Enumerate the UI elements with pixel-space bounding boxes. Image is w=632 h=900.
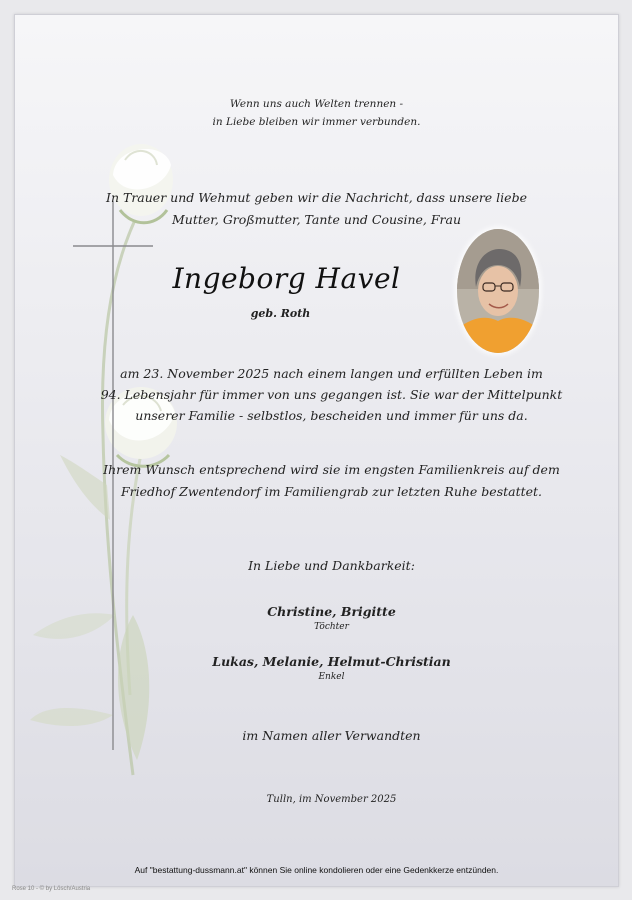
motto-line: in Liebe bleiben wir immer verbunden.	[212, 116, 421, 128]
announcement-line: unserer Familie - selbstlos, bescheiden und immer für uns da.	[135, 408, 528, 423]
mourner-names: Christine, Brigitte	[267, 604, 396, 619]
announcement-line: 94. Lebensjahr für immer von uns gegangen ist. Sie war der Mittelpunkt	[100, 387, 563, 402]
condolence-note: Auf "bestattung-dussmann.at" können Sie online kondolieren oder eine Gedenkkerze entzünden.	[134, 865, 499, 875]
motto	[15, 95, 618, 131]
parte-card	[14, 14, 619, 887]
motto-line: Wenn uns auch Welten trennen -	[229, 98, 404, 110]
deceased-name: Ingeborg Havel	[172, 262, 401, 295]
mourner-relation: Enkel	[318, 672, 345, 682]
intro-line: In Trauer und Wehmut geben wir die Nachricht, dass unsere liebe	[106, 190, 527, 205]
closing-phrase: In Liebe und Dankbarkeit:	[248, 558, 415, 573]
mourner-names: Lukas, Melanie, Helmut-Christian	[212, 654, 451, 669]
place-date: Tulln, im November 2025	[266, 794, 397, 805]
image-credit: Rose 10 - © by Lösch/Austria	[12, 886, 91, 892]
portrait-illustration	[457, 229, 539, 353]
burial-line: Friedhof Zwentendorf im Familiengrab zur letzten Ruhe bestattet.	[120, 484, 543, 499]
maiden-name: geb. Roth	[250, 307, 311, 320]
intro-text	[15, 187, 618, 231]
white-rose-with-cross-decoration	[15, 15, 618, 886]
mourner-relation: Töchter	[314, 622, 349, 632]
relatives-line: im Namen aller Verwandten	[242, 728, 421, 743]
announcement-line: am 23. November 2025 nach einem langen und erfüllten Leben im	[120, 366, 543, 381]
intro-line: Mutter, Großmutter, Tante und Cousine, Frau	[171, 212, 461, 227]
announcement-text	[30, 363, 619, 426]
burial-text	[30, 459, 619, 503]
burial-line: Ihrem Wunsch entsprechend wird sie im engsten Familienkreis auf dem	[103, 462, 560, 477]
portrait-photo	[457, 229, 539, 353]
